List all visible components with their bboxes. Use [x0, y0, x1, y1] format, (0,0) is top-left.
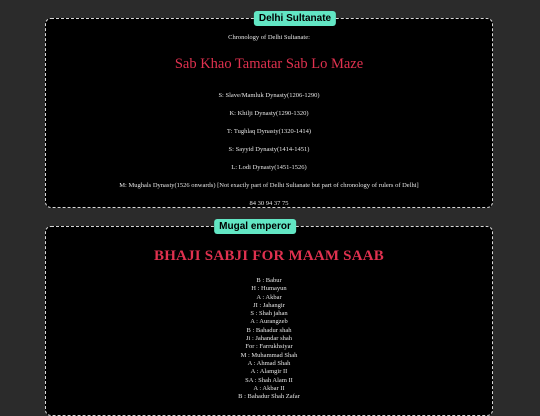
dynasty-item: S: Slave/Mamluk Dynasty(1206-1290) [218, 92, 320, 99]
section-badge-delhi-sultanate: Delhi Sultanate [254, 11, 336, 26]
emperor-item: M : Muhammad Shah [240, 351, 298, 359]
emperor-item: B : Bahadur Shah Zafar [238, 393, 300, 401]
sultanate-mnemonic: Sab Khao Tamatar Sab Lo Maze [174, 56, 364, 72]
emperor-item: Ji : Jahandar shah [245, 335, 293, 343]
dynasty-durations: 84 30 94 37 75 [249, 200, 289, 207]
mughal-mnemonic: BHAJI SABJI FOR MAAM SAAB [153, 248, 384, 264]
emperor-item: A : Alamgir II [250, 368, 288, 376]
emperor-item: JI : Jahangir [253, 301, 285, 309]
emperor-item: A : Akbar II [253, 384, 285, 392]
emperor-item: SA : Shah Alam II [245, 376, 293, 384]
dynasty-list [46, 87, 492, 213]
section-badge-mughal-emperor: Mugal emperor [214, 219, 296, 234]
emperor-item: A : Ahmad Shah [247, 359, 291, 367]
emperor-item: B : Bahadur shah [246, 326, 292, 334]
dynasty-item: T: Tughlaq Dynasty(1320-1414) [226, 128, 312, 135]
dynasty-item: S: Sayyid Dynasty(1414-1451) [228, 146, 310, 153]
sultanate-intro: Chronology of Delhi Sultanate: [228, 34, 310, 41]
emperor-item: For : Farrukhsiyar [245, 343, 293, 351]
emperor-item: B : Babur [256, 277, 282, 284]
emperor-item: S : Shah jahan [250, 310, 288, 318]
emperor-item: A : Aurangzeb [250, 318, 288, 326]
delhi-sultanate-card [45, 13, 493, 208]
emperor-item: A : Akbar [256, 293, 282, 301]
emperor-list [46, 277, 492, 401]
mughal-emperor-card [45, 221, 493, 416]
emperor-item: H : Humayun [251, 285, 287, 293]
dynasty-item: K: Khilji Dynasty(1290-1320) [229, 110, 309, 117]
dynasty-item: M: Mughals Dynasty(1526 onwards) [Not exactly part of Delhi Sultanate but part of chronology of rulers of Delhi] [119, 182, 419, 189]
dynasty-item: L: Lodi Dynasty(1451-1526) [231, 164, 307, 171]
